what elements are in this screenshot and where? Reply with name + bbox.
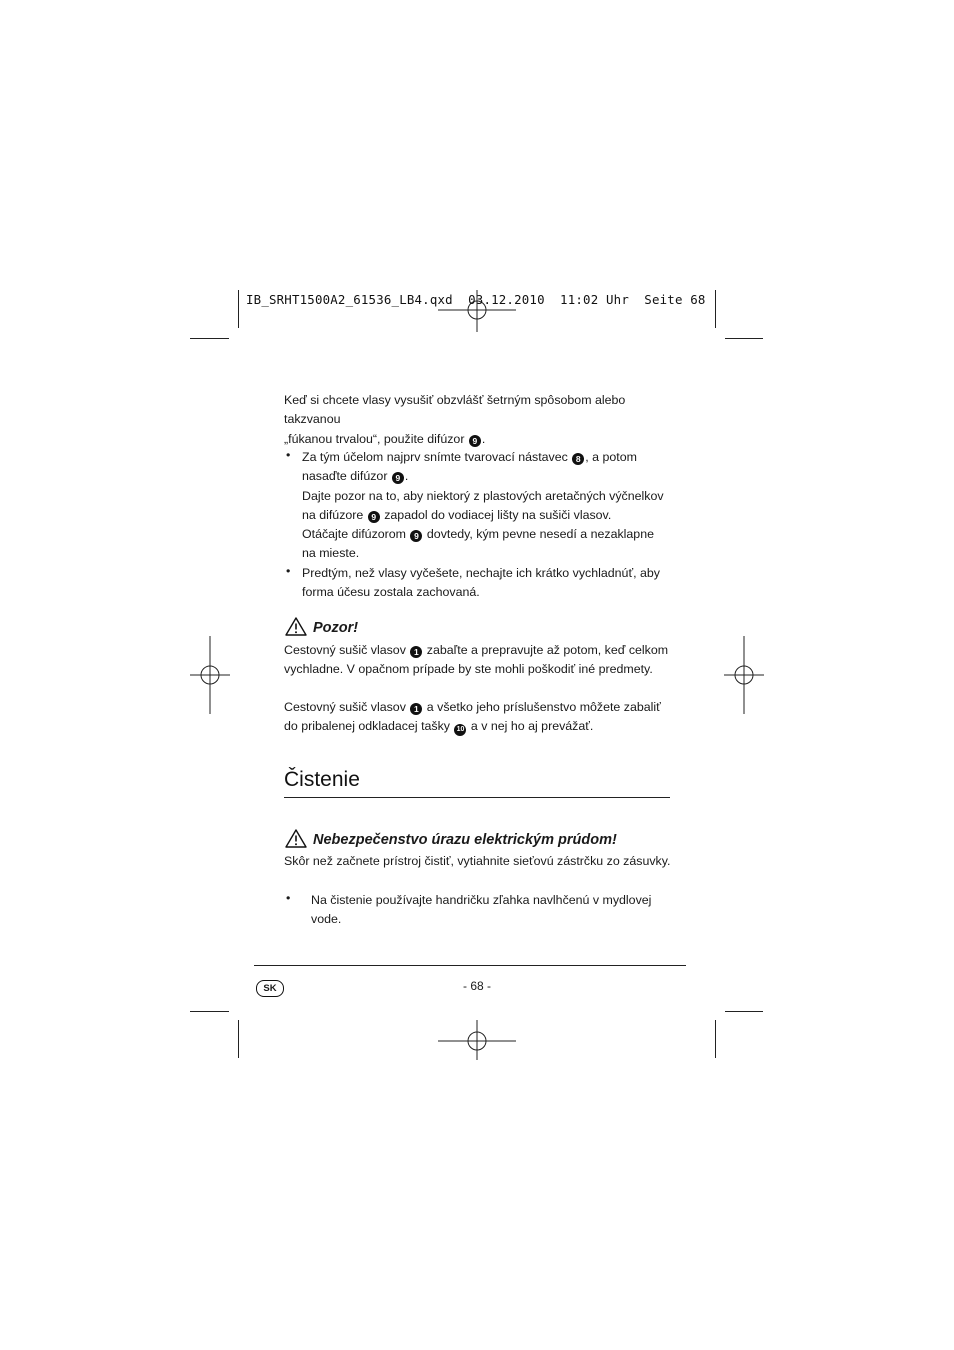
- footer-rule: [254, 965, 686, 966]
- bullet-item-cooling: Predtým, než vlasy vyčešete, nechajte ich krátko vychladnúť, aby forma účesu zostala zachovaná.: [302, 566, 660, 600]
- warning-title-electric-shock: Nebezpečenstvo úrazu elektrickým prúdom!: [313, 832, 617, 848]
- bullet-symbol: •: [286, 448, 291, 462]
- bullet-item-cleaning-cloth: Na čistenie používajte handričku zľahka navlhčenú v mydlovej vode.: [311, 893, 652, 927]
- warning-title-caution: Pozor!: [313, 620, 359, 636]
- print-slug: IB_SRHT1500A2_61536_LB4.qxd 03.12.2010 11:02 Uhr Seite 68: [246, 292, 706, 307]
- page-number: - 68 -: [462, 979, 491, 993]
- section-heading-cleaning: Čistenie: [284, 768, 360, 791]
- language-badge: SK: [256, 980, 284, 997]
- bullet-symbol: •: [286, 891, 291, 905]
- registration-mark-right: [724, 636, 764, 714]
- part-ref-badge: 9: [410, 530, 422, 542]
- warning-electric-shock-body: Skôr než začnete prístroj čistiť, vytiahnite sieťovú zástrčku zo zásuvky.: [284, 854, 671, 868]
- part-ref-badge: 1: [410, 703, 422, 715]
- registration-mark-left: [190, 636, 230, 714]
- part-ref-badge: 9: [469, 435, 481, 447]
- part-ref-badge: 8: [572, 453, 584, 465]
- intro-line-1: Keď si chcete vlasy vysušiť obzvlášť šetrným spôsobom alebo takzvanou: [284, 393, 626, 427]
- intro-paragraph: [284, 391, 684, 449]
- bullet-item-attach-diffuser: Za tým účelom najprv snímte tvarovací nástavec 8 , a potom nasaďte difúzor 9 . Dajte pozor na to, aby niektorý z plastových aretačných výčnelkov na difúzore 9 zapadol do vodiacej lišty na sušiči vlasov. Otáčajte difúzorom 9 dovtedy, kým pevne nesedí a nezaklapne na mieste.: [302, 450, 664, 561]
- packing-paragraph: Cestovný sušič vlasov 1 a všetko jeho príslušenstvo môžete zabaliť do pribalenej odkladacej tašky 10 a v nej ho aj prevážať.: [284, 698, 684, 737]
- section-heading-rule: [284, 797, 670, 798]
- warning-caution-body: Cestovný sušič vlasov 1 zabaľte a prepravujte až potom, keď celkom vychladne. V opačnom prípade by ste mohli poškodiť iné predmety.: [284, 643, 669, 677]
- registration-mark-bottom: [438, 1020, 516, 1060]
- part-ref-badge: 1: [410, 646, 422, 658]
- warning-triangle-icon: [285, 617, 307, 636]
- part-ref-badge: 10: [454, 724, 466, 736]
- part-ref-badge: 9: [368, 511, 380, 523]
- bullet-symbol: •: [286, 564, 291, 578]
- intro-line-2: „fúkanou trvalou“, použite difúzor 9 .: [284, 431, 486, 446]
- warning-triangle-icon: [285, 829, 307, 848]
- part-ref-badge: 9: [392, 472, 404, 484]
